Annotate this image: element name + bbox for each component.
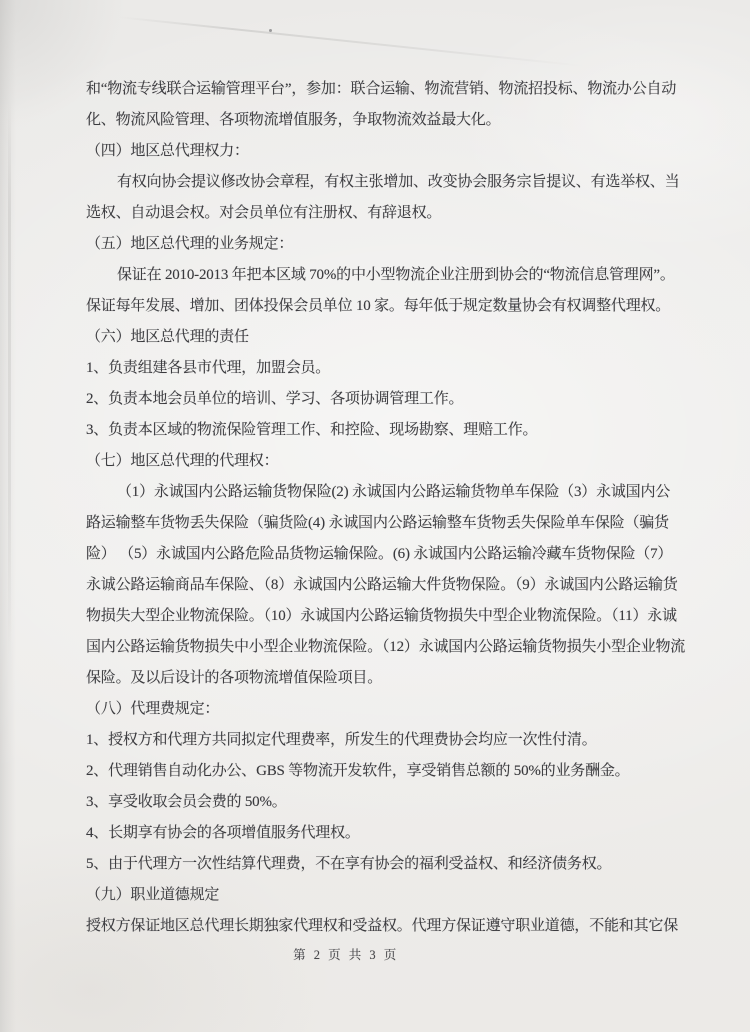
paper-crease — [118, 16, 586, 67]
document-body — [86, 74, 712, 942]
list-item: 4、长期享有协会的各项增值服务代理权。 — [86, 825, 360, 841]
section-heading: （五）地区总代理的业务规定： — [86, 236, 294, 252]
text-line: 物损失大型企业物流保险。（10）永诚国内公路运输货物损失中型企业物流保险。（11）永诚 — [86, 608, 677, 624]
text-line: 保险。及以后设计的各项物流增值保险项目。 — [86, 670, 383, 686]
text-line: 保证每年发展、增加、团体投保会员单位 10 家。每年低于规定数量协会有权调整代理权。 — [86, 298, 671, 314]
paper-edge-shadow — [8, 100, 11, 660]
text-line: （1）永诚国内公路运输货物保险(2) 永诚国内公路运输货物单车保险（3）永诚国内公 — [117, 484, 671, 500]
list-item: 1、负责组建各县市代理，加盟会员。 — [86, 360, 331, 376]
list-item: 3、负责本区域的物流保险管理工作、和控险、现场勘察、理赔工作。 — [86, 422, 538, 438]
list-item: 2、代理销售自动化办公、GBS 等物流开发软件，享受销售总额的 50%的业务酬金。 — [86, 763, 630, 779]
section-heading: （九）职业道德规定 — [86, 887, 220, 903]
section-heading: （八）代理费规定： — [86, 701, 220, 717]
text-line: 和“物流专线联合运输管理平台”，参加：联合运输、物流营销、物流招投标、物流办公自动 — [86, 81, 677, 97]
text-line: 永诚公路运输商品车保险、（8）永诚国内公路运输大件货物保险。（9）永诚国内公路运输货 — [86, 577, 678, 593]
text-line: 选权、自动退会权。对会员单位有注册权、有辞退权。 — [86, 205, 442, 221]
section-heading: （七）地区总代理的代理权： — [86, 453, 279, 469]
list-item: 3、享受收取会员会费的 50%。 — [86, 794, 287, 810]
list-item: 1、授权方和代理方共同拟定代理费率，所发生的代理费协会均应一次性付清。 — [86, 732, 597, 748]
list-item: 5、由于代理方一次性结算代理费，不在享有协会的福利受益权、和经济债务权。 — [86, 856, 612, 872]
text-line: 保证在 2010-2013 年把本区域 70%的中小型物流企业注册到协会的“物流信息管理网”。 — [117, 267, 675, 283]
text-line: 险） （5）永诚国内公路危险品货物运输保险。(6) 永诚国内公路运输冷藏车货物保险（7） — [86, 546, 673, 562]
list-item: 2、负责本地会员单位的培训、学习、各项协调管理工作。 — [86, 391, 464, 407]
section-heading: （六）地区总代理的责任 — [86, 329, 249, 345]
text-line: 有权向协会提议修改协会章程，有权主张增加、改变协会服务宗旨提议、有选举权、当 — [117, 174, 680, 190]
page-footer: 第 2 页 共 3 页 — [293, 948, 399, 962]
scan-speck — [269, 29, 272, 32]
text-line: 授权方保证地区总代理长期独家代理权和受益权。代理方保证遵守职业道德，不能和其它保 — [86, 918, 679, 934]
text-line: 化、物流风险管理、各项物流增值服务，争取物流效益最大化。 — [86, 112, 501, 128]
section-heading: （四）地区总代理权力： — [86, 143, 249, 159]
text-line: 国内公路运输货物损失中小型企业物流保险。（12）永诚国内公路运输货物损失小型企业物流 — [86, 639, 686, 655]
text-line: 路运输整车货物丢失保险（骗货险(4) 永诚国内公路运输整车货物丢失保险单车保险（骗货 — [86, 515, 669, 531]
